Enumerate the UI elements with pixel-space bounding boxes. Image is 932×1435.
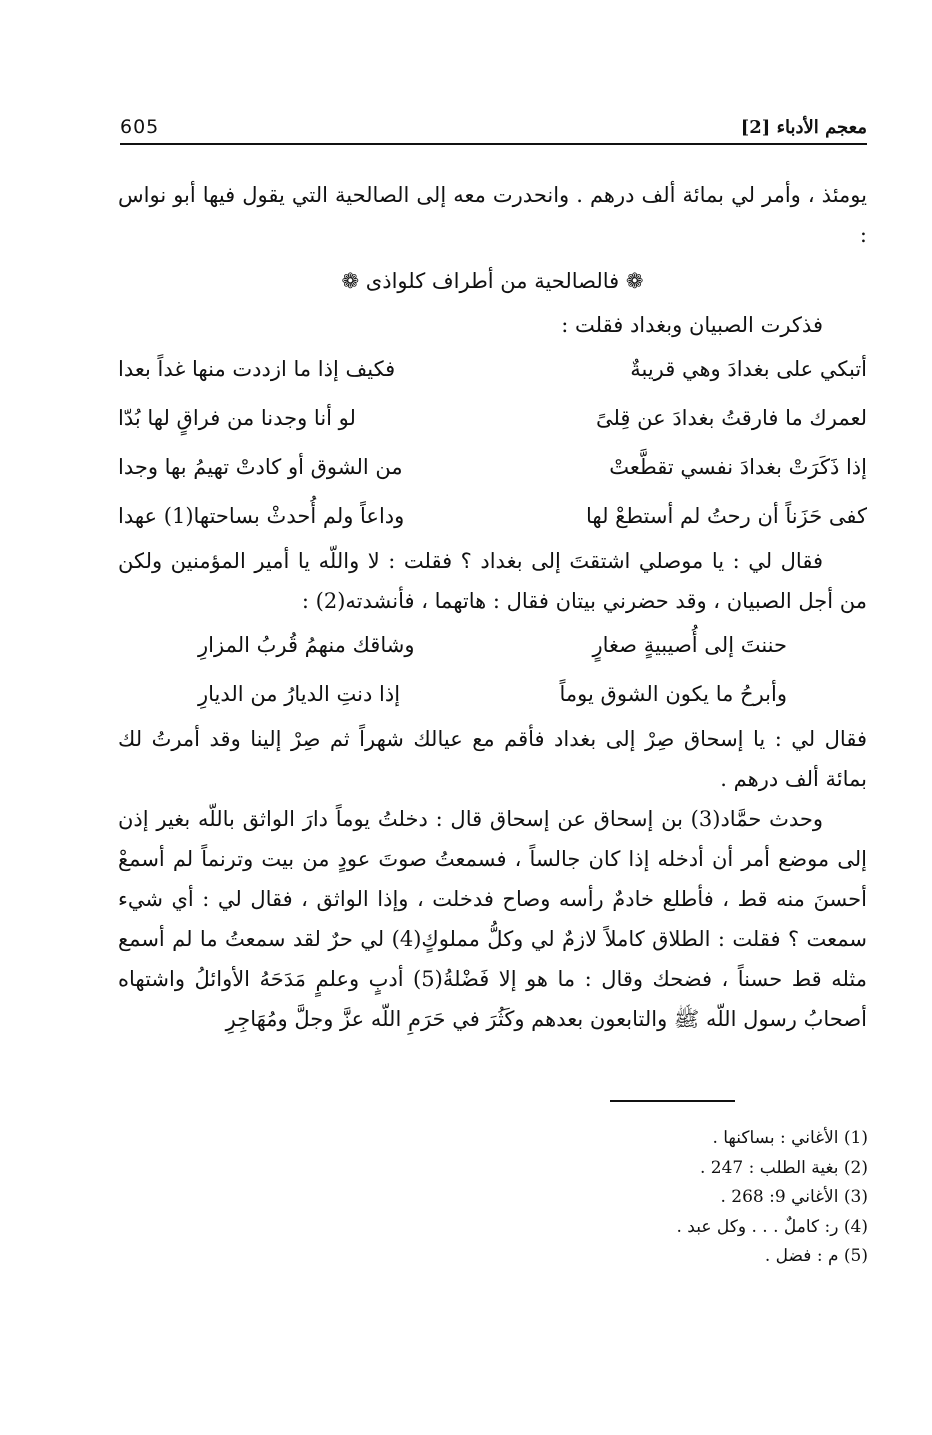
footnote-divider [610,1100,735,1102]
verse-first-hemistich: إذا ذَكَرَتْ بغدادَ نفسي تقطَّعتْ [609,455,867,479]
footnote-5: (5) م : فضل . [764,1246,868,1266]
verse-first-hemistich: حننتَ إلى أُصيبيةٍ صغارٍ [592,633,787,657]
main-text [118,175,867,1039]
running-header [120,108,867,138]
header-divider [120,143,867,145]
paragraph-2: فقال لي : يا موصلي اشتقتَ إلى بغداد ؟ فقلت : لا واللّه يا أمير المؤمنين ولكن من أجل الصبيان ، وقد حضرني بيتان فقال : هاتهما ، فأنشدته(2) : [118,549,867,613]
footnote-4: (4) ر: كاملٌ . . . وكل عبد . [676,1216,868,1237]
verse-line [118,621,867,670]
verse-second-hemistich: لو أنا وجدنا من فراقٍ لها بُدّا [118,406,356,430]
footnotes [500,1124,868,1272]
verse-second-hemistich: إذا دنتِ الديارُ من الديارِ [198,682,401,706]
paragraph-1: يومئذ ، وأمر لي بمائة ألف درهم . وانحدرت معه إلى الصالحية التي يقول فيها أبو نواس : [118,183,867,247]
verse-line [118,443,867,492]
verse-first-hemistich: كفى حَزَناً أن رحتُ لم أستطعْ لها [585,504,867,528]
verse-intro: فذكرت الصبيان وبغداد فقلت : [561,313,823,337]
footnote-2: (2) بغية الطلب : 247 . [699,1157,868,1178]
verse-first-hemistich: أتبكي على بغدادَ وهي قريبةٌ [630,357,867,381]
book-title: معجم الأدباء [2] [740,117,867,138]
footnote-3: (3) الأغاني 9: 268 . [720,1187,868,1207]
quoted-hemistich: ❁ فالصالحية من أطراف كلواذى ❁ [341,269,644,293]
verse-line [118,492,867,541]
verse-first-hemistich: وأبرحُ ما يكون الشوق يوماً [559,682,787,706]
verse-line [118,670,867,719]
poem-1 [118,345,867,541]
paragraph-4: وحدث حمَّاد(3) بن إسحاق عن إسحاق قال : دخلتُ يوماً دارَ الواثق باللّه بغير إذن إلى موضع أمر أن أدخله إذا كان جالساً ، فسمعتُ صوتَ عودٍ من بيت وترنماً لم أسمعْ أحسنَ منه قط ، فأطلع خادمٌ رأسه وصاح فدخلت ، وإذا الواثق ، فقال لي : أي شيء سمعت ؟ فقلت : الطلاق كاملاً لازمٌ لي وكلُّ مملوكٍ(4) لي حرٌ لقد سمعتُ ما لم أسمع مثله قط حسناً ، فضحك وقال : ما هو إلا فَضْلةُ(5) أدبٍ وعلمٍ مَدَحَهُ الأوائلُ واشتهاه أصحابُ رسول اللّه ﷺ والتابعون بعدهم وكَثُرَ في حَرَمِ اللّه عزَّ وجلَّ ومُهَاجِرِ [118,807,867,1031]
verse-line [118,345,867,394]
verse-first-hemistich: لعمرك ما فارقتُ بغدادَ عن قِلىً [595,406,867,430]
verse-line [118,394,867,443]
paragraph-3: فقال لي : يا إسحاق صِرْ إلى بغداد فأقم مع عيالك شهراً ثم صِرْ إلينا وقد أمرتُ لك بمائة ألف درهم . [118,727,867,791]
footnote-1: (1) الأغاني : بساكنها . [712,1128,868,1148]
poem-2 [118,621,867,719]
page-number: 605 [120,116,160,138]
verse-second-hemistich: من الشوق أو كادتْ تهيمُ بها وجدا [118,455,403,479]
verse-second-hemistich: وداعاً ولم أُحدثْ بساحتها(1) عهدا [118,504,405,528]
verse-second-hemistich: وشاقك منهمُ قُربُ المزارِ [198,633,415,657]
verse-second-hemistich: فكيف إذا ما ازددت منها غداً بعدا [118,357,396,381]
